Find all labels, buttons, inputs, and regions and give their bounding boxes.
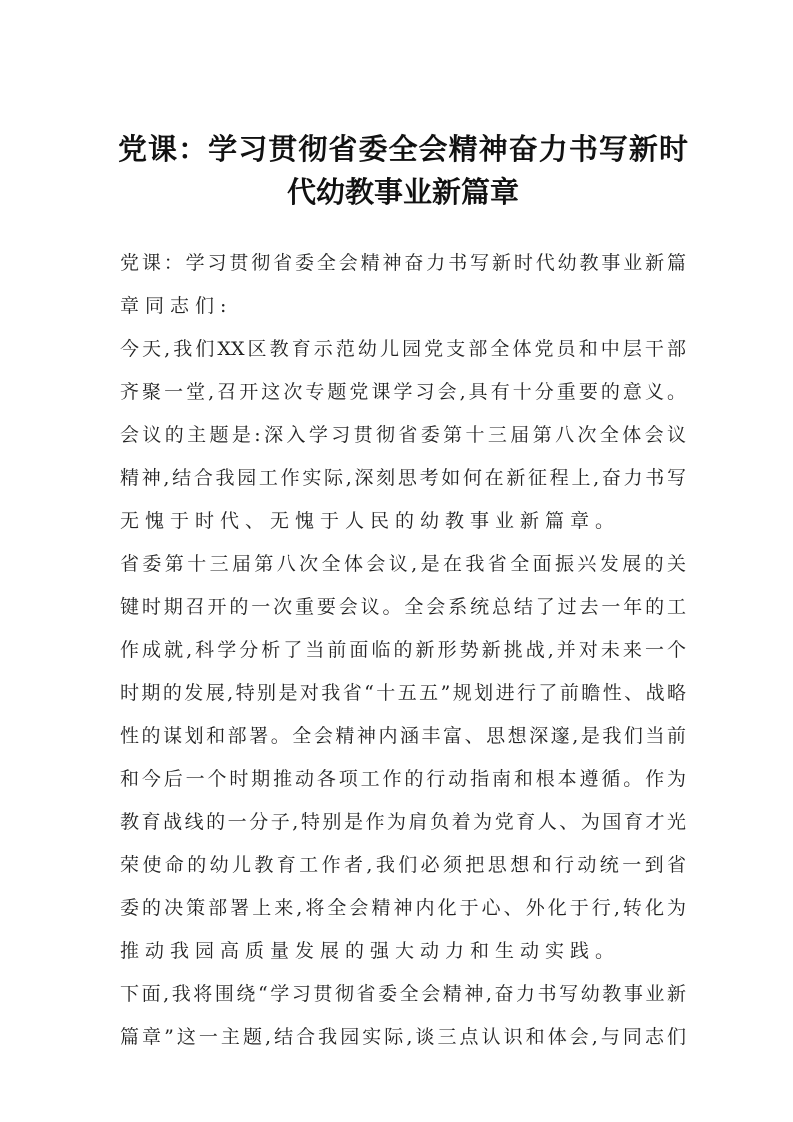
body-text-line: 党课：学习贯彻省委全会精神奋力书写新时代幼教事业新篇 (120, 252, 686, 274)
body-text-line: 会议的主题是:深入学习贯彻省委第十三届第八次全体会议 (120, 424, 686, 446)
body-text-line: 今天,我们XX区教育示范幼儿园党支部全体党员和中层干部 (120, 338, 686, 360)
body-text-line: 键时期召开的一次重要会议。全会系统总结了过去一年的工 (120, 596, 686, 618)
body-text-line: 无愧于时代、无愧于人民的幼教事业新篇章。 (120, 510, 621, 532)
body-text-line: 章同志们: (120, 295, 233, 317)
body-text-line: 齐聚一堂,召开这次专题党课学习会,具有十分重要的意义。 (120, 381, 686, 403)
body-text-line: 教育战线的一分子,特别是作为肩负着为党育人、为国育才光 (120, 811, 686, 833)
body-text-line: 委的决策部署上来,将全会精神内化于心、外化于行,转化为 (120, 897, 686, 919)
body-text-line: 推动我园高质量发展的强大动力和生动实践。 (120, 940, 621, 962)
body-text-line: 时期的发展,特别是对我省“十五五”规划进行了前瞻性、战略 (120, 682, 686, 704)
document-title-line-2: 代幼教事业新篇章 (286, 175, 519, 209)
body-text-line: 性的谋划和部署。全会精神内涵丰富、思想深邃,是我们当前 (120, 725, 686, 747)
body-text-line: 省委第十三届第八次全体会议,是在我省全面振兴发展的关 (120, 553, 686, 575)
body-text-line: 下面,我将围绕“学习贯彻省委全会精神,奋力书写幼教事业新 (120, 983, 686, 1005)
document-title-line-1: 党课：学习贯彻省委全会精神奋力书写新时 (118, 132, 688, 166)
body-text-line: 作成就,科学分析了当前面临的新形势新挑战,并对未来一个 (120, 639, 686, 661)
body-text-line: 荣使命的幼儿教育工作者,我们必须把思想和行动统一到省 (120, 854, 686, 876)
body-text-line: 篇章”这一主题,结合我园实际,谈三点认识和体会,与同志们 (120, 1026, 686, 1048)
body-text-line: 和今后一个时期推动各项工作的行动指南和根本遵循。作为 (120, 768, 686, 790)
body-text-line: 精神,结合我园工作实际,深刻思考如何在新征程上,奋力书写 (120, 467, 686, 489)
document-body (120, 242, 686, 1059)
